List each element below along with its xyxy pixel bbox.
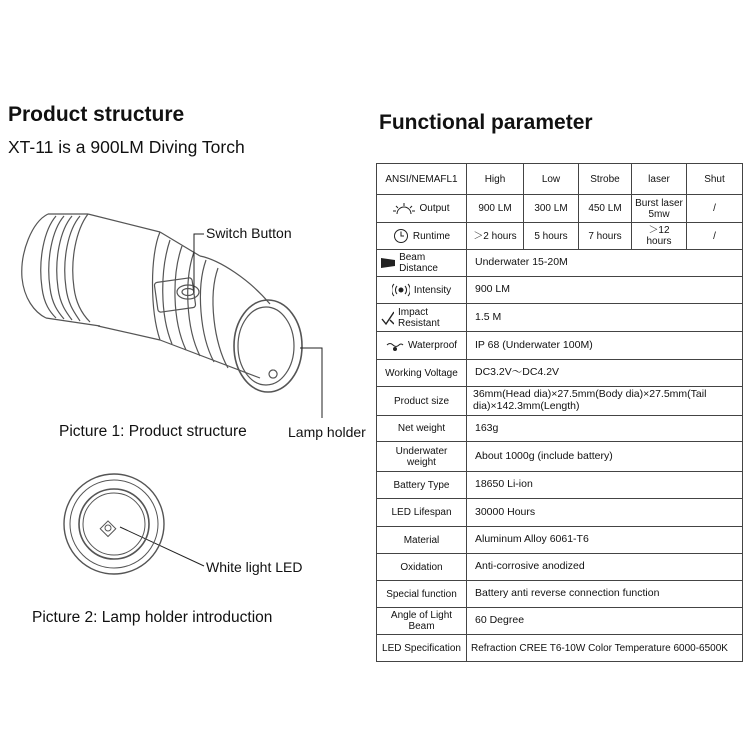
spec-table: [376, 163, 743, 662]
table-cell: 36mm(Head dia)×27.5mm(Body dia)×27.5mm(Tail dia)×142.3mm(Length): [467, 387, 743, 416]
table-cell: 7 hours: [579, 223, 632, 250]
table-cell: Anti-corrosive anodized: [467, 554, 743, 581]
row-label-text: Impact Resistant: [397, 306, 440, 329]
row-label: [377, 277, 467, 304]
table-cell: Burst laser 5mw: [632, 195, 687, 223]
table-header-cell: Low: [524, 164, 579, 195]
row-label: Oxidation: [377, 554, 467, 581]
table-cell: 450 LM: [579, 195, 632, 223]
table-header-cell: Shut: [687, 164, 743, 195]
table-cell: Underwater 15-20M: [467, 250, 743, 277]
table-row: [377, 608, 743, 635]
table-row: [377, 554, 743, 581]
table-row: [377, 416, 743, 442]
table-cell: 60 Degree: [467, 608, 743, 635]
table-cell: Battery anti reverse connection function: [467, 581, 743, 608]
row-label-text: Output: [419, 203, 450, 214]
table-cell: 163g: [467, 416, 743, 442]
table-row: [377, 195, 743, 223]
row-label: [377, 250, 467, 277]
waterproof-icon: [386, 340, 404, 352]
table-cell: 30000 Hours: [467, 499, 743, 527]
table-row: [377, 527, 743, 554]
row-label: [377, 223, 467, 250]
table-row: [377, 581, 743, 608]
row-label: Underwater weight: [377, 442, 467, 472]
product-subtitle: XT-11 is a 900LM Diving Torch: [8, 137, 245, 157]
table-row: [377, 442, 743, 472]
table-row: [377, 277, 743, 304]
row-label-text: Beam Distance: [399, 252, 438, 274]
picture2-caption: Picture 2: Lamp holder introduction: [32, 609, 273, 626]
table-cell: /: [687, 195, 743, 223]
row-label: Material: [377, 527, 467, 554]
table-header-cell: High: [467, 164, 524, 195]
callout-lines: [0, 0, 380, 600]
table-row: [377, 472, 743, 499]
table-header-cell: ANSI/NEMAFL1: [377, 164, 467, 195]
product-structure-heading: Product structure: [8, 103, 185, 126]
table-cell: 900 LM: [467, 195, 524, 223]
row-label: [377, 304, 467, 332]
table-row: [377, 304, 743, 332]
table-row: [377, 499, 743, 527]
row-label: LED Lifespan: [377, 499, 467, 527]
sun-icon: [393, 202, 415, 216]
table-row: [377, 360, 743, 387]
row-label: Angle of Light Beam: [377, 608, 467, 635]
table-cell: 900 LM: [467, 277, 743, 304]
table-row: [377, 332, 743, 360]
table-cell: 1.5 M: [467, 304, 743, 332]
table-cell: DC3.2V～DC4.2V: [467, 360, 743, 387]
white-led-callout: White light LED: [206, 559, 303, 575]
intensity-icon: [392, 283, 410, 297]
row-label: Battery Type: [377, 472, 467, 499]
row-label-text: Waterproof: [407, 340, 458, 351]
picture1-caption: Picture 1: Product structure: [59, 423, 247, 440]
table-cell: Refraction CREE T6-10W Color Temperature 6000-6500K: [467, 635, 743, 662]
row-label: LED Specification: [377, 635, 467, 662]
switch-button-callout: Switch Button: [206, 225, 292, 241]
row-label: Working Voltage: [377, 360, 467, 387]
table-cell: 18650 Li-ion: [467, 472, 743, 499]
row-label-text: Runtime: [412, 230, 451, 242]
table-header-cell: Strobe: [579, 164, 632, 195]
table-cell: /: [687, 223, 743, 250]
table-cell: About 1000g (include battery): [467, 442, 743, 472]
row-label: [377, 195, 467, 223]
table-header-row: [377, 164, 743, 195]
table-row: [377, 250, 743, 277]
table-row: [377, 223, 743, 250]
table-cell: 300 LM: [524, 195, 579, 223]
functional-parameter-heading: Functional parameter: [379, 111, 593, 134]
row-label: [377, 332, 467, 360]
table-row: [377, 387, 743, 416]
row-label: Special function: [377, 581, 467, 608]
impact-icon: [380, 310, 394, 326]
table-cell: 5 hours: [524, 223, 579, 250]
clock-icon: [393, 228, 409, 244]
lamp-holder-callout: Lamp holder: [288, 424, 366, 440]
table-row: [377, 635, 743, 662]
table-cell: Aluminum Alloy 6061-T6: [467, 527, 743, 554]
table-cell: ＞12 hours: [632, 223, 687, 250]
lamp-holder-illustration: [62, 470, 172, 580]
row-label-text: Intensity: [413, 284, 452, 296]
table-cell: ＞2 hours: [467, 223, 524, 250]
row-label: Net weight: [377, 416, 467, 442]
table-header-cell: laser: [632, 164, 687, 195]
beam-icon: [380, 257, 395, 269]
row-label: Product size: [377, 387, 467, 416]
table-cell: IP 68 (Underwater 100M): [467, 332, 743, 360]
